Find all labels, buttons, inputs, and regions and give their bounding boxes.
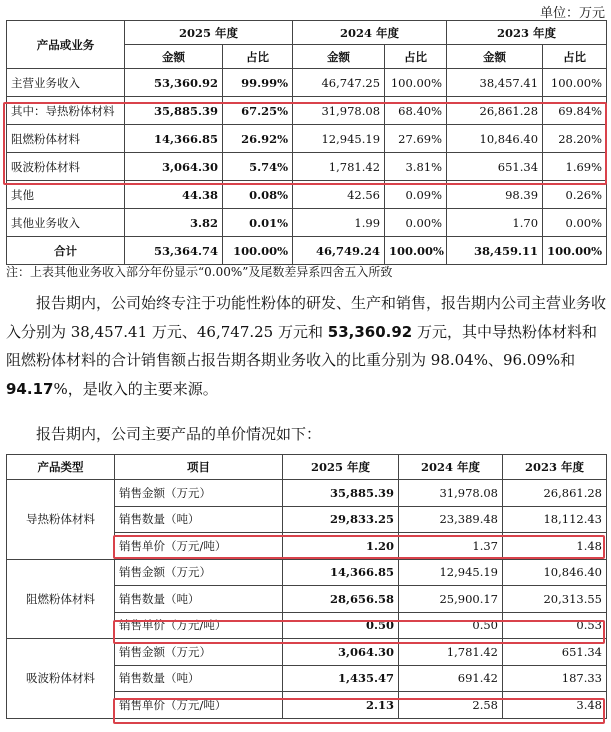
row-label: 其他 xyxy=(7,181,125,209)
item-label: 销售单价（万元/吨） xyxy=(115,692,283,719)
cell-value: 31,978.08 xyxy=(293,97,385,125)
cell-value: 23,389.48 xyxy=(399,506,503,533)
cell-value: 98.39 xyxy=(447,181,543,209)
row-label: 其中：导热粉体材料 xyxy=(7,97,125,125)
table-row xyxy=(7,559,607,586)
table-row xyxy=(7,639,607,666)
cell-value: 99.99% xyxy=(223,69,293,97)
item-label: 销售单价（万元/吨） xyxy=(115,533,283,560)
row-label: 阻燃粉体材料 xyxy=(7,125,125,153)
cell-value: 67.25% xyxy=(223,97,293,125)
ratio-header: 占比 xyxy=(385,45,447,69)
cell-value: 3.82 xyxy=(125,209,223,237)
cell-value: 27.69% xyxy=(385,125,447,153)
product-type: 导热粉体材料 xyxy=(7,480,115,560)
cell-value: 1,435.47 xyxy=(283,665,399,692)
cell-value: 1,781.42 xyxy=(293,153,385,181)
cell-value: 35,885.39 xyxy=(283,480,399,507)
cell-value: 100.00% xyxy=(385,69,447,97)
unit-label: 单位：万元 xyxy=(539,6,605,21)
cell-value: 28,656.58 xyxy=(283,586,399,613)
year-header-2024: 2024 年度 xyxy=(293,21,447,45)
year-header-2023: 2023 年度 xyxy=(503,455,607,480)
cell-value: 1.20 xyxy=(283,533,399,560)
cell-value: 0.26% xyxy=(543,181,607,209)
cell-value: 69.84% xyxy=(543,97,607,125)
cell-value: 31,978.08 xyxy=(399,480,503,507)
cell-value: 26,861.28 xyxy=(447,97,543,125)
revenue-table xyxy=(6,20,607,265)
cell-value: 0.08% xyxy=(223,181,293,209)
cell-value: 3,064.30 xyxy=(283,639,399,666)
cell-value: 1.70 xyxy=(447,209,543,237)
cell-value: 38,459.11 xyxy=(447,237,543,265)
table-row xyxy=(7,97,607,125)
cell-value: 0.00% xyxy=(385,209,447,237)
amount-header: 金额 xyxy=(125,45,223,69)
cell-value: 100.00% xyxy=(543,237,607,265)
paragraph-bold-value: 53,360.92 xyxy=(327,322,413,341)
year-header-2025: 2025 年度 xyxy=(125,21,293,45)
paragraph-text: 万元，其中导热粉体材料和阻燃粉体材料的合计销售额占报告期各期业务收入的比重分别为 98.04%、96.09%和 xyxy=(6,322,598,369)
item-header: 项目 xyxy=(115,455,283,480)
cell-value: 0.50 xyxy=(399,612,503,639)
cell-value: 0.53 xyxy=(503,612,607,639)
cell-value: 1.48 xyxy=(503,533,607,560)
category-header: 产品或业务 xyxy=(7,21,125,69)
table-row xyxy=(7,181,607,209)
cell-value: 53,360.92 xyxy=(125,69,223,97)
cell-value: 10,846.40 xyxy=(447,125,543,153)
ratio-header: 占比 xyxy=(543,45,607,69)
cell-value: 44.38 xyxy=(125,181,223,209)
cell-value: 691.42 xyxy=(399,665,503,692)
cell-value: 1.69% xyxy=(543,153,607,181)
cell-value: 25,900.17 xyxy=(399,586,503,613)
amount-header: 金额 xyxy=(293,45,385,69)
table-note: 注：上表其他业务收入部分年份显示“0.00%”及尾数差异系四舍五入所致 xyxy=(6,265,393,279)
item-label: 销售金额（万元） xyxy=(115,559,283,586)
item-label: 销售数量（吨） xyxy=(115,506,283,533)
paragraph-text: 报告期内，公司始终专注于功能性粉体的研发、生产和销售，报告期内公司主营业务收入分别为 38,457.41 万元、46,747.25 万元和 xyxy=(6,294,607,341)
cell-value: 10,846.40 xyxy=(503,559,607,586)
cell-value: 46,747.25 xyxy=(293,69,385,97)
cell-value: 2.58 xyxy=(399,692,503,719)
cell-value: 0.50 xyxy=(283,612,399,639)
year-header-2023: 2023 年度 xyxy=(447,21,607,45)
paragraph-bold-value: 94.17 xyxy=(6,379,54,398)
product-type: 阻燃粉体材料 xyxy=(7,559,115,639)
table-row xyxy=(7,69,607,97)
cell-value: 42.56 xyxy=(293,181,385,209)
cell-value: 18,112.43 xyxy=(503,506,607,533)
cell-value: 0.01% xyxy=(223,209,293,237)
cell-value: 3,064.30 xyxy=(125,153,223,181)
cell-value: 651.34 xyxy=(447,153,543,181)
cell-value: 35,885.39 xyxy=(125,97,223,125)
cell-value: 20,313.55 xyxy=(503,586,607,613)
cell-value: 53,364.74 xyxy=(125,237,223,265)
cell-value: 651.34 xyxy=(503,639,607,666)
cell-value: 100.00% xyxy=(543,69,607,97)
cell-value: 38,457.41 xyxy=(447,69,543,97)
cell-value: 29,833.25 xyxy=(283,506,399,533)
ratio-header: 占比 xyxy=(223,45,293,69)
intro-paragraph: 报告期内，公司主要产品的单价情况如下： xyxy=(36,425,322,443)
cell-value: 3.81% xyxy=(385,153,447,181)
unit-price-table xyxy=(6,454,607,719)
table-row xyxy=(7,480,607,507)
product-type-header: 产品类型 xyxy=(7,455,115,480)
cell-value: 14,366.85 xyxy=(125,125,223,153)
row-label: 其他业务收入 xyxy=(7,209,125,237)
cell-value: 12,945.19 xyxy=(399,559,503,586)
cell-value: 26.92% xyxy=(223,125,293,153)
table-row xyxy=(7,237,607,265)
cell-value: 187.33 xyxy=(503,665,607,692)
cell-value: 14,366.85 xyxy=(283,559,399,586)
year-header-2024: 2024 年度 xyxy=(399,455,503,480)
cell-value: 68.40% xyxy=(385,97,447,125)
cell-value: 1,781.42 xyxy=(399,639,503,666)
table-row xyxy=(7,125,607,153)
row-label: 吸波粉体材料 xyxy=(7,153,125,181)
cell-value: 26,861.28 xyxy=(503,480,607,507)
cell-value: 1.37 xyxy=(399,533,503,560)
year-header-2025: 2025 年度 xyxy=(283,455,399,480)
table-row xyxy=(7,153,607,181)
cell-value: 5.74% xyxy=(223,153,293,181)
summary-paragraph xyxy=(6,289,606,403)
cell-value: 100.00% xyxy=(223,237,293,265)
cell-value: 100.00% xyxy=(385,237,447,265)
table-row xyxy=(7,209,607,237)
item-label: 销售金额（万元） xyxy=(115,639,283,666)
amount-header: 金额 xyxy=(447,45,543,69)
cell-value: 1.99 xyxy=(293,209,385,237)
cell-value: 3.48 xyxy=(503,692,607,719)
paragraph-text: %，是收入的主要来源。 xyxy=(53,379,218,398)
product-type: 吸波粉体材料 xyxy=(7,639,115,719)
item-label: 销售数量（吨） xyxy=(115,586,283,613)
cell-value: 12,945.19 xyxy=(293,125,385,153)
cell-value: 28.20% xyxy=(543,125,607,153)
item-label: 销售数量（吨） xyxy=(115,665,283,692)
row-label: 主营业务收入 xyxy=(7,69,125,97)
row-label: 合计 xyxy=(7,237,125,265)
cell-value: 2.13 xyxy=(283,692,399,719)
cell-value: 0.00% xyxy=(543,209,607,237)
item-label: 销售单价（万元/吨） xyxy=(115,612,283,639)
cell-value: 0.09% xyxy=(385,181,447,209)
cell-value: 46,749.24 xyxy=(293,237,385,265)
item-label: 销售金额（万元） xyxy=(115,480,283,507)
